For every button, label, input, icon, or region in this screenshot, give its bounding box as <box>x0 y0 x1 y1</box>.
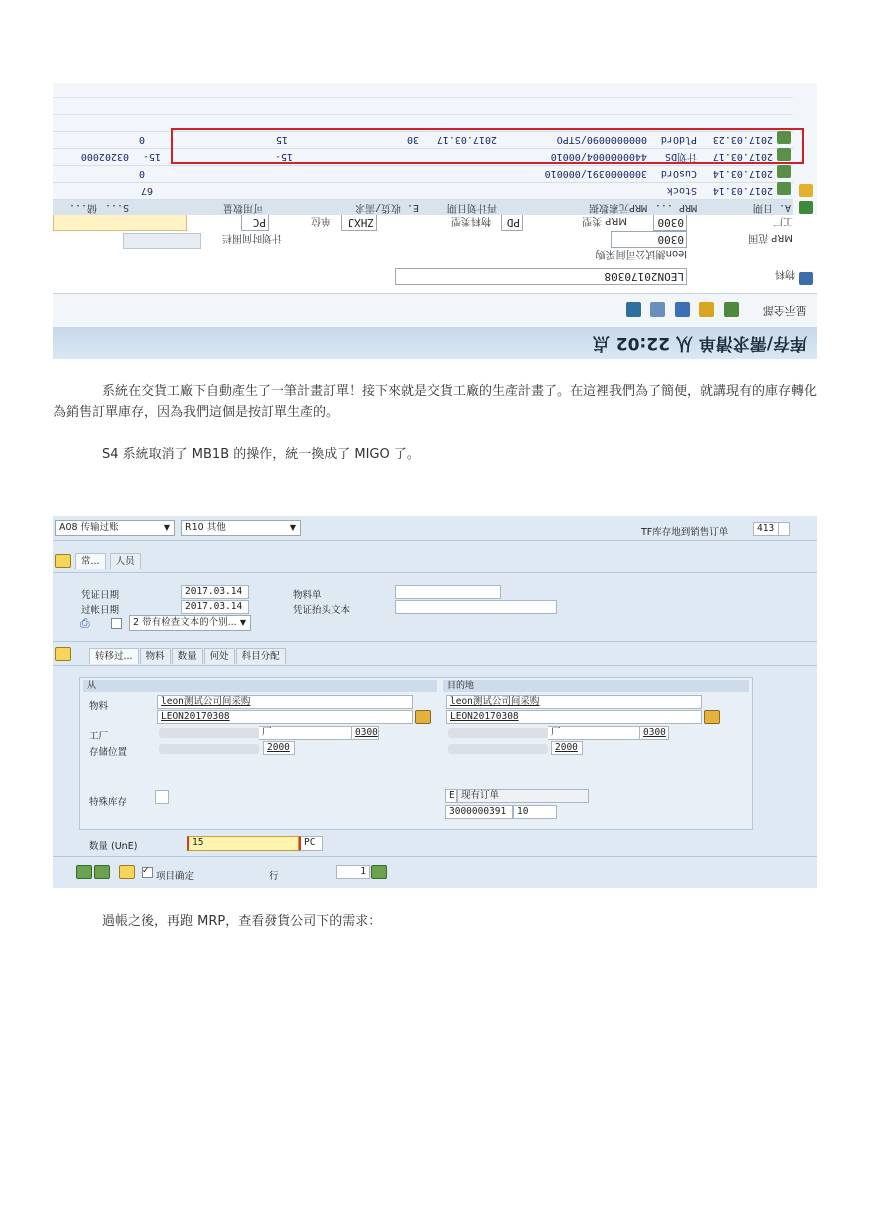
row-icon <box>777 182 791 195</box>
material-search-icon-to[interactable] <box>704 710 720 724</box>
material-icon <box>799 272 813 285</box>
bill-field[interactable] <box>395 585 501 599</box>
movement-special-field[interactable] <box>778 522 790 536</box>
movement-text: TF库存地到销售订单 <box>641 527 729 538</box>
check-mark-icon: ✓ <box>142 866 150 876</box>
tab-people[interactable]: 人员 <box>110 553 141 569</box>
material-field-to[interactable]: LEON20170308 <box>446 710 702 724</box>
chart-icon[interactable] <box>651 303 666 318</box>
col-s[interactable]: S... <box>104 202 129 213</box>
reference-dropdown[interactable]: R10 其他 ▼ <box>181 520 301 536</box>
col-recv[interactable]: 收货/需求 <box>354 202 401 213</box>
material-desc-from[interactable]: leon测试公司间采购 <box>157 695 413 709</box>
go-line-icon[interactable] <box>371 865 387 879</box>
material-type-field[interactable]: ZHXJ <box>341 214 377 231</box>
col-mrp[interactable]: MRP ... <box>654 202 697 213</box>
qty-unit-field[interactable]: PC <box>299 836 323 851</box>
grid-icon-green[interactable] <box>799 201 813 214</box>
col-date[interactable]: 日期 <box>753 202 773 213</box>
print-checkbox[interactable] <box>111 618 122 629</box>
special-stock-field-to[interactable]: E <box>445 789 457 803</box>
chevron-down-icon: ▼ <box>289 523 296 532</box>
material-field[interactable]: LEON20170308 <box>395 268 687 285</box>
plant-field-to[interactable]: 0300 <box>639 726 669 740</box>
tab-quantity[interactable]: 数量 <box>172 648 203 664</box>
mrp-area-label: MRP 范围 <box>748 232 793 243</box>
plant-suffix-from: 厂 <box>259 726 353 740</box>
chevron-down-icon: ▼ <box>163 523 170 532</box>
to-header: 目的地 <box>443 680 749 692</box>
mrp-list-screenshot <box>53 83 817 359</box>
col-a[interactable]: A. <box>778 202 791 213</box>
plant-field-from[interactable]: 0300 <box>351 726 379 740</box>
table-row-empty <box>53 97 793 113</box>
tree-icon[interactable] <box>626 303 641 318</box>
paragraph-1: 系統在交貨工廠下自動產生了一筆計畫訂單！接下來就是交貨工廠的生產計畫了。在這裡我們為了簡便，就講現有的庫存轉化為銷售訂單庫存，因為我們這個是按訂單生產的。 <box>53 384 818 420</box>
planner-field[interactable] <box>123 233 201 249</box>
bill-label: 物料单 <box>293 590 322 601</box>
table-row[interactable]: 2017.03.17 计划DS 4400000004/00010 15- 15- 03202000 <box>53 148 793 164</box>
table-row[interactable]: 2017.03.14 Stock 67 <box>53 182 793 198</box>
sales-order-field[interactable]: 3000000391 <box>445 805 513 819</box>
plant-suffix-to: 厂 <box>548 726 640 740</box>
highlight-field[interactable] <box>53 214 187 231</box>
plant-blur-from <box>159 728 261 738</box>
refresh-icon[interactable] <box>724 303 739 318</box>
sloc-field-from[interactable]: 2000 <box>263 741 295 755</box>
table-row[interactable]: 2017.03.14 CusOrd 3000000391/000010 0 <box>53 165 793 181</box>
header-toggle-icon[interactable] <box>55 554 71 568</box>
header-tabs <box>75 553 142 570</box>
col-e[interactable]: E. <box>406 202 419 213</box>
application-toolbar <box>53 293 817 327</box>
tab-account[interactable]: 科目分配 <box>236 648 286 664</box>
material-search-icon[interactable] <box>415 710 431 724</box>
print-option-dropdown[interactable]: 2 带有检查文本的个别... ▼ <box>129 615 251 631</box>
item-tabs <box>89 648 287 665</box>
line-label: 行 <box>269 871 279 882</box>
header-text-label: 凭证抬头文本 <box>293 605 351 616</box>
unit-label: 单位 <box>311 215 331 226</box>
mrp-type-field[interactable]: PD <box>501 214 523 231</box>
post-date-field[interactable]: 2017.03.14 <box>181 600 249 614</box>
plant-field[interactable]: 0300 <box>653 214 687 231</box>
highlight-box <box>171 128 804 164</box>
material-desc: leon测试公司间采购 <box>595 248 687 259</box>
material-type-label: 物料类型 <box>451 215 491 226</box>
post-date-label: 过帐日期 <box>81 605 120 616</box>
folder-icon[interactable] <box>700 303 715 318</box>
table-row-empty <box>53 83 793 96</box>
mrp-area-field[interactable]: 0300 <box>611 231 687 248</box>
doc-date-field[interactable]: 2017.03.14 <box>181 585 249 599</box>
sloc-blur-from <box>159 744 259 754</box>
details-icon[interactable] <box>119 865 135 879</box>
printer-icon[interactable]: ⎙ <box>80 616 90 630</box>
material-desc-to[interactable]: leon测试公司间采购 <box>446 695 702 709</box>
tab-material[interactable]: 物料 <box>140 648 171 664</box>
window-title: 库存/需求清单 从 22:02 点 <box>53 327 817 359</box>
unit-field[interactable]: PC <box>241 214 269 231</box>
material-label-from: 物料 <box>89 701 109 712</box>
movement-type-field[interactable]: 413 <box>753 522 779 536</box>
navigate-icon[interactable] <box>675 303 690 318</box>
table-row[interactable]: 2017.03.23 PldOrd 0000000090/STPO 2017.03.17 30 15 0 <box>53 131 793 147</box>
row-icon <box>777 165 791 178</box>
col-element-data[interactable]: MRP元素数据 <box>588 202 647 213</box>
paragraph-2: S4 系統取消了 MB1B 的操作，統一換成了 MIGO 了。 <box>102 447 420 462</box>
material-label: 物料 <box>775 268 795 279</box>
sloc-blur-to <box>448 744 548 754</box>
col-avail[interactable]: 可用数量 <box>223 202 263 213</box>
grid-icon-yellow[interactable] <box>799 184 813 197</box>
plant-label-from: 工厂 <box>89 731 109 742</box>
qty-field[interactable]: 15 <box>187 836 299 851</box>
mrp-header <box>53 215 817 293</box>
sales-item-field[interactable]: 10 <box>513 805 557 819</box>
plant-blur-to <box>448 728 550 738</box>
tab-general[interactable]: 常... <box>75 553 106 569</box>
plant-label: 工厂 <box>773 215 793 226</box>
doc-date-label: 凭证日期 <box>81 590 120 601</box>
mrp-type-label: MRP 类型 <box>582 215 627 226</box>
item-ok-label: 项目确定 <box>156 871 195 882</box>
add-item-icon[interactable] <box>76 865 92 879</box>
col-store[interactable]: 储... <box>68 202 97 213</box>
grid-header-row <box>53 199 793 215</box>
special-stock-field-from[interactable] <box>155 790 169 804</box>
header-text-field[interactable] <box>395 600 557 614</box>
qty-label: 数量 (UnE) <box>89 841 138 852</box>
sloc-label-from: 存储位置 <box>89 747 128 758</box>
migo-screenshot <box>53 516 817 888</box>
tab-where[interactable]: 何处 <box>204 648 235 664</box>
action-dropdown[interactable]: A08 传输过账 ▼ <box>55 520 175 536</box>
item-toggle-icon[interactable] <box>55 647 71 661</box>
planner-label: 计划时间围栏 <box>222 232 282 243</box>
from-header: 从 <box>83 680 437 692</box>
tab-transfer[interactable]: 转移过... <box>89 648 139 664</box>
paragraph-3: 過帳之後，再跑 MRP，查看發貨公司下的需求： <box>102 914 382 929</box>
sloc-field-to[interactable]: 2000 <box>551 741 583 755</box>
copy-item-icon[interactable] <box>94 865 110 879</box>
chevron-down-icon: ▼ <box>239 618 246 627</box>
special-stock-text: 现有订单 <box>457 789 589 803</box>
show-all-button[interactable]: 显示全部 <box>763 304 807 317</box>
line-field[interactable]: 1 <box>336 865 370 879</box>
col-resched[interactable]: 再计划日期 <box>447 202 497 213</box>
special-stock-label: 特殊库存 <box>89 797 128 808</box>
material-field-from[interactable]: LEON20170308 <box>157 710 413 724</box>
